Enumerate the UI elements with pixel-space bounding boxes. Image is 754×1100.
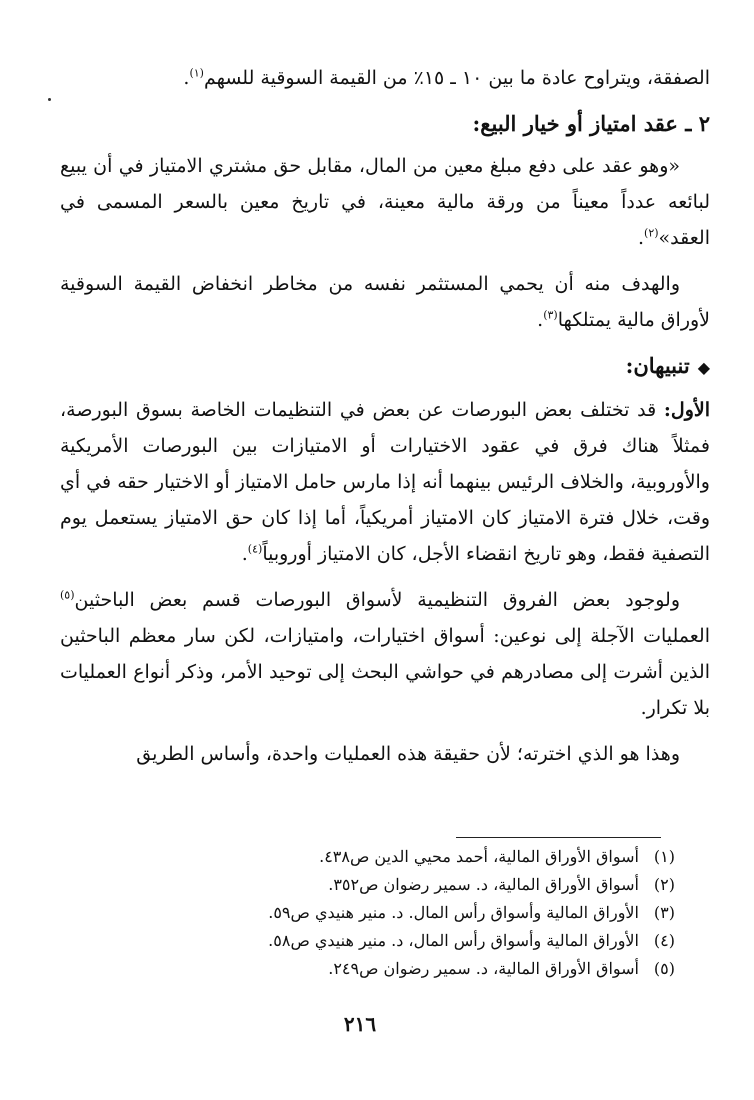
purpose-text: والهدف منه أن يحمي المستثمر نفسه من مخاطر انخفاض القيمة السوقية لأوراق مالية يمتلكها [60,273,710,331]
footnote [60,871,675,899]
footnote-text: أسواق الأوراق المالية، د. سمير رضوان ص٢٤٩. [328,959,639,978]
footnote [60,927,675,955]
page-number: ٢١٦ [343,1012,377,1036]
notes-heading-text: تنبيهان: [625,353,690,378]
footnote-number: (٥) [653,959,675,978]
main-text [60,60,710,782]
footnote-ref-4: (٤) [247,542,263,556]
research-text-b: العمليات الآجلة إلى نوعين: أسواق اختيارات، وامتيازات، لكن سار معظم الباحثين الذين أشرت إلى مصادرهم في حواشي البحث إلى توحيد الأمر، وذكر أنواع العمليات بلا تكرار. [60,625,710,719]
footnote-number: (٤) [653,931,675,950]
footnote-number: (١) [653,847,675,866]
purpose-paragraph: والهدف منه أن يحمي المستثمر نفسه من مخاطر انخفاض القيمة السوقية لأوراق مالية يمتلكها$^{(٣)}$. [60,273,710,331]
stray-mark [48,98,51,101]
research-paragraph [60,582,710,726]
choice-paragraph: وهذا هو الذي اخترته؛ لأن حقيقة هذه العمليات واحدة، وأساس الطريق [136,743,680,765]
diamond-bullet-icon: ◆ [697,358,710,377]
footnote-separator [456,837,661,838]
notes-heading [60,348,710,386]
first-note-label: الأول: [663,399,710,421]
footnote-ref-3: (٣) [543,308,558,322]
research-text-a: ولوجود بعض الفروق التنظيمية لأسواق البورصات قسم بعض الباحثين [74,589,680,611]
footnote-ref-1: (١) [189,66,204,80]
footnote-ref-5: (٥) [60,588,75,602]
footnote-text: أسواق الأوراق المالية، د. سمير رضوان ص٣٥٢. [328,875,639,894]
definition-paragraph: «وهو عقد على دفع مبلغ معين من المال، مقابل حق مشتري الامتياز في أن يبيع لبائعه عدداً معيناً من ورقة مالية معينة، في تاريخ معين بالسعر المسمى في العقد»$^{(٢)}$. [60,155,710,249]
footnote-ref-2: (٢) [644,226,659,240]
continuation-line: الصفقة، ويتراوح عادة ما بين ١٠ ـ ١٥٪ من القيمة السوقية للسهم$^{(١)}$. [183,66,710,89]
first-note-paragraph: الأول: قد تختلف بعض البورصات عن بعض في التنظيمات الخاصة بسوق البورصة، فمثلاً هناك فرق في عقود الاختيارات أو الامتيازات بين البورصات الأمريكية والأوروبية، والخلاف الرئيس بينهما أنه إذا مارس حامل الامتياز أو الاختيار حقه في أي وقت، خلال فترة الامتياز كان الامتياز أمريكياً، أما إذا كان حق الامتياز يستعمل يوم التصفية فقط، وهو تاريخ انقضاء الأجل، كان الامتياز أوروبياً$^{(٤)}$. [60,399,710,565]
footnote-number: (٣) [653,903,675,922]
first-note-text: قد تختلف بعض البورصات عن بعض في التنظيمات الخاصة بسوق البورصة، فمثلاً هناك فرق في عقود الاختيارات أو الامتيازات بين البورصات الأمريكية والأوروبية، والخلاف الرئيس بينهما أنه إذا مارس حامل الامتياز أو الاختيار حقه في أي وقت، خلال فترة الامتياز كان الامتياز أمريكياً، أما إذا كان حق الامتياز يستعمل يوم التصفية فقط، وهو تاريخ انقضاء الأجل، كان الامتياز أوروبياً [60,399,710,565]
footnote-number: (٢) [653,875,675,894]
footnote [60,843,675,871]
footnotes [60,843,675,983]
footnote [60,899,675,927]
continuation-text: الصفقة، ويتراوح عادة ما بين ١٠ ـ ١٥٪ من القيمة السوقية للسهم [203,67,710,89]
footnote-text: الأوراق المالية وأسواق رأس المال. د. منير هنيدي ص٥٩. [268,903,639,922]
definition-text: «وهو عقد على دفع مبلغ معين من المال، مقابل حق مشتري الامتياز في أن يبيع لبائعه عدداً معيناً من ورقة مالية معينة، في تاريخ معين بالسعر المسمى في العقد» [60,155,710,249]
footnote [60,955,675,983]
footnote-text: أسواق الأوراق المالية، أحمد محيي الدين ص٤٣٨. [319,847,639,866]
section-heading-2: ٢ ـ عقد امتياز أو خيار البيع: [472,111,710,136]
footnote-text: الأوراق المالية وأسواق رأس المال، د. منير هنيدي ص٥٨. [268,931,639,950]
